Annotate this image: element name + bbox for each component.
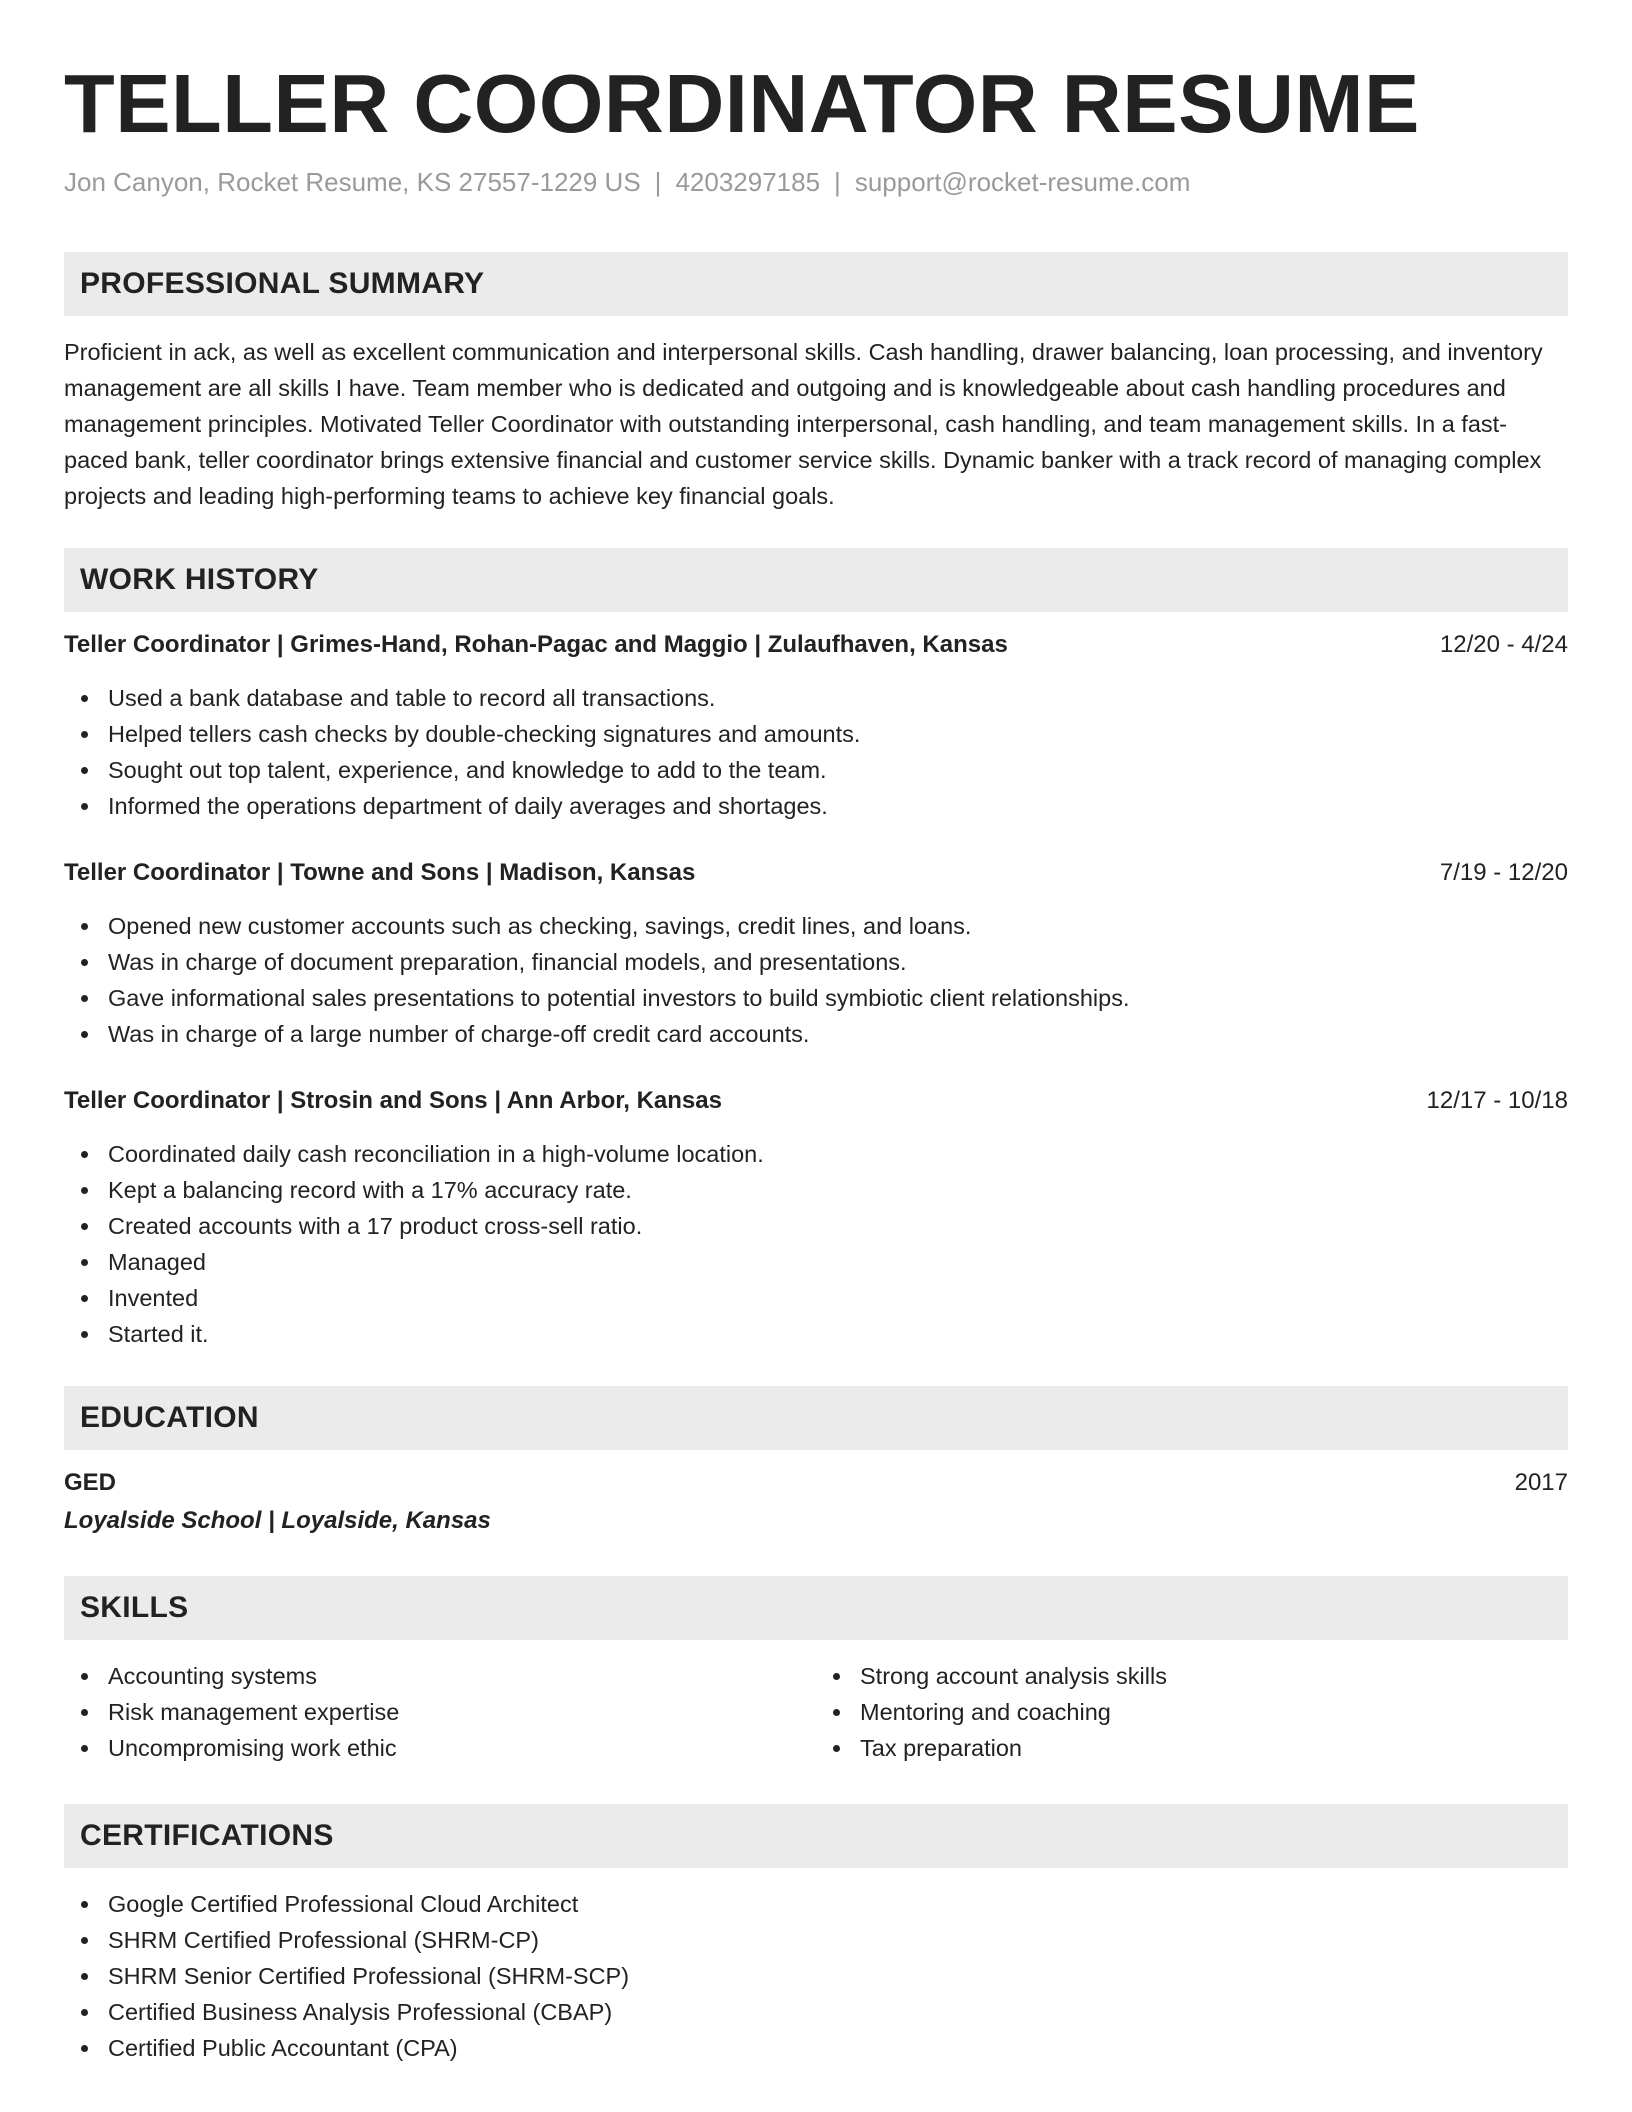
job-entry <box>64 1084 1568 1352</box>
list-item: Mentoring and coaching <box>816 1694 1568 1730</box>
job-bullets <box>64 680 1568 824</box>
list-item: Uncompromising work ethic <box>64 1730 816 1766</box>
section-heading-skills <box>64 1576 1568 1640</box>
list-item: Used a bank database and table to record all transactions. <box>64 680 1568 716</box>
list-item: Created accounts with a 17 product cross-sell ratio. <box>64 1208 1568 1244</box>
list-item: Accounting systems <box>64 1658 816 1694</box>
section-heading-education <box>64 1386 1568 1450</box>
list-item: Risk management expertise <box>64 1694 816 1730</box>
job-title: Teller Coordinator | Towne and Sons | Madison, Kansas <box>64 859 696 886</box>
contact-separator: | <box>834 167 841 197</box>
job-entry <box>64 628 1568 824</box>
summary-text: Proficient in ack, as well as excellent communication and interpersonal skills. Cash handling, drawer balancing, loan processing, and inventory management are all skills I have. Team member who is dedicated and outgoing and is knowledgeable about cash handling procedures and management principles. Motivated Teller Coordinator with outstanding interpersonal, cash handling, and team management skills. In a fast-paced bank, teller coordinator brings extensive financial and customer service skills. Dynamic banker with a track record of managing complex projects and leading high-performing teams to achieve key financial goals. <box>64 339 1543 509</box>
job-entry <box>64 856 1568 1052</box>
list-item: Tax preparation <box>816 1730 1568 1766</box>
job-header <box>64 856 1568 890</box>
job-header <box>64 1084 1568 1118</box>
section-heading-label: SKILLS <box>80 1591 189 1624</box>
list-item: Managed <box>64 1244 1568 1280</box>
list-item: SHRM Senior Certified Professional (SHRM-SCP) <box>64 1958 1568 1994</box>
contact-separator: | <box>654 167 662 197</box>
job-header <box>64 628 1568 662</box>
education-entry <box>64 1466 1568 1538</box>
job-title: Teller Coordinator | Strosin and Sons | Ann Arbor, Kansas <box>64 1087 722 1114</box>
education-header <box>64 1466 1568 1500</box>
section-heading-label: CERTIFICATIONS <box>80 1819 334 1852</box>
job-dates: 7/19 - 12/20 <box>1439 859 1568 886</box>
list-item: Kept a balancing record with a 17% accuracy rate. <box>64 1172 1568 1208</box>
education-school: Loyalside School | Loyalside, Kansas <box>64 1507 491 1534</box>
list-item: Informed the operations department of daily averages and shortages. <box>64 788 1568 824</box>
job-bullets <box>64 1136 1568 1352</box>
list-item: Was in charge of a large number of charge-off credit card accounts. <box>64 1016 1568 1052</box>
list-item: Was in charge of document preparation, financial models, and presentations. <box>64 944 1568 980</box>
section-heading-label: EDUCATION <box>80 1401 259 1434</box>
education-year: 2017 <box>1514 1469 1568 1496</box>
skills-list-left <box>64 1658 816 1766</box>
list-item: Helped tellers cash checks by double-checking signatures and amounts. <box>64 716 1568 752</box>
job-dates: 12/17 - 10/18 <box>1426 1087 1568 1114</box>
job-dates: 12/20 - 4/24 <box>1439 631 1568 658</box>
job-title: Teller Coordinator | Grimes-Hand, Rohan-Pagac and Maggio | Zulaufhaven, Kansas <box>64 631 1008 658</box>
section-heading-label: PROFESSIONAL SUMMARY <box>80 267 485 300</box>
section-heading-work-history <box>64 548 1568 612</box>
resume-title: TELLER COORDINATOR RESUME <box>64 57 1420 150</box>
list-item: Certified Public Accountant (CPA) <box>64 2030 1568 2066</box>
list-item: Sought out top talent, experience, and knowledge to add to the team. <box>64 752 1568 788</box>
list-item: Gave informational sales presentations to potential investors to build symbiotic client relationships. <box>64 980 1568 1016</box>
section-heading-summary <box>64 252 1568 316</box>
contact-line <box>64 164 1568 200</box>
skills-columns <box>64 1658 1568 1766</box>
list-item: Certified Business Analysis Professional (CBAP) <box>64 1994 1568 2030</box>
contact-phone: 4203297185 <box>675 167 821 197</box>
certifications-list <box>64 1886 1568 2066</box>
job-bullets <box>64 908 1568 1052</box>
list-item: SHRM Certified Professional (SHRM-CP) <box>64 1922 1568 1958</box>
skills-list-right <box>816 1658 1568 1766</box>
section-heading-label: WORK HISTORY <box>80 563 319 596</box>
list-item: Strong account analysis skills <box>816 1658 1568 1694</box>
section-heading-certifications <box>64 1804 1568 1868</box>
list-item: Invented <box>64 1280 1568 1316</box>
contact-email: support@rocket-resume.com <box>854 167 1191 197</box>
contact-address: Jon Canyon, Rocket Resume, KS 27557-1229 US <box>64 167 641 197</box>
list-item: Opened new customer accounts such as checking, savings, credit lines, and loans. <box>64 908 1568 944</box>
list-item: Google Certified Professional Cloud Architect <box>64 1886 1568 1922</box>
list-item: Started it. <box>64 1316 1568 1352</box>
list-item: Coordinated daily cash reconciliation in a high-volume location. <box>64 1136 1568 1172</box>
education-degree: GED <box>64 1469 117 1496</box>
